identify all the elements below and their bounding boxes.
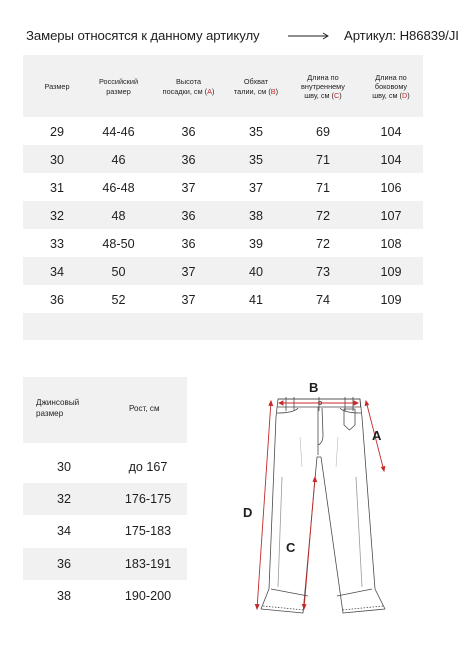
label-a: A (372, 428, 382, 443)
header-cell-waist: Обхват талии, см (B) (233, 77, 279, 96)
label-c: C (286, 540, 296, 555)
arrow-right-icon (288, 31, 330, 41)
jeans-diagram (238, 377, 438, 627)
marker-a: A (207, 86, 212, 96)
table-row: 36 183-191 (23, 548, 187, 580)
table-row: 30 46 36 35 71 104 (23, 145, 423, 173)
header-note: Замеры относятся к данному артикулу (26, 28, 260, 43)
table-row: 34 175-183 (56, 524, 172, 539)
table-row: 29 44-46 36 35 69 104 (49, 124, 402, 139)
table-row: 32 48 36 38 72 107 (23, 201, 423, 229)
table-row: 34 50 37 40 73 109 (23, 257, 423, 285)
table-row: 32 176-175 (23, 483, 187, 515)
size-table-header (23, 55, 423, 117)
table-row: 31 46-48 37 37 71 106 (49, 180, 402, 195)
label-b: B (309, 380, 319, 395)
header-cell-size: Размер (44, 81, 70, 91)
marker-d: D (401, 91, 408, 101)
jeans-outline-icon (238, 377, 438, 627)
header-cell-height: Рост, см (129, 404, 160, 413)
table-row: 30 до 167 (56, 460, 168, 475)
table-row: 33 48-50 36 39 72 108 (49, 236, 402, 251)
header-cell-inseam: Длина по внутреннему шву, см (C) (301, 72, 345, 101)
header (26, 28, 459, 48)
table-filler-row (23, 313, 423, 340)
height-table-header (23, 377, 187, 443)
size-table (23, 55, 423, 340)
label-d: D (243, 505, 253, 520)
header-cell-jeans-size: Джинсовый размер (36, 398, 80, 418)
table-row: 38 190-200 (56, 588, 172, 603)
header-cell-russian-size: Российский размер (98, 77, 139, 96)
marker-c: C (333, 91, 340, 101)
header-cell-outseam: Длина по боковому шву, см (D) (372, 72, 410, 101)
table-row: 36 52 37 41 74 109 (49, 292, 402, 307)
marker-b: B (270, 86, 276, 96)
header-cell-rise: Высота посадки, см (A) (162, 77, 215, 96)
article-number: Артикул: H86839/JI (344, 28, 459, 43)
height-table (23, 377, 187, 612)
